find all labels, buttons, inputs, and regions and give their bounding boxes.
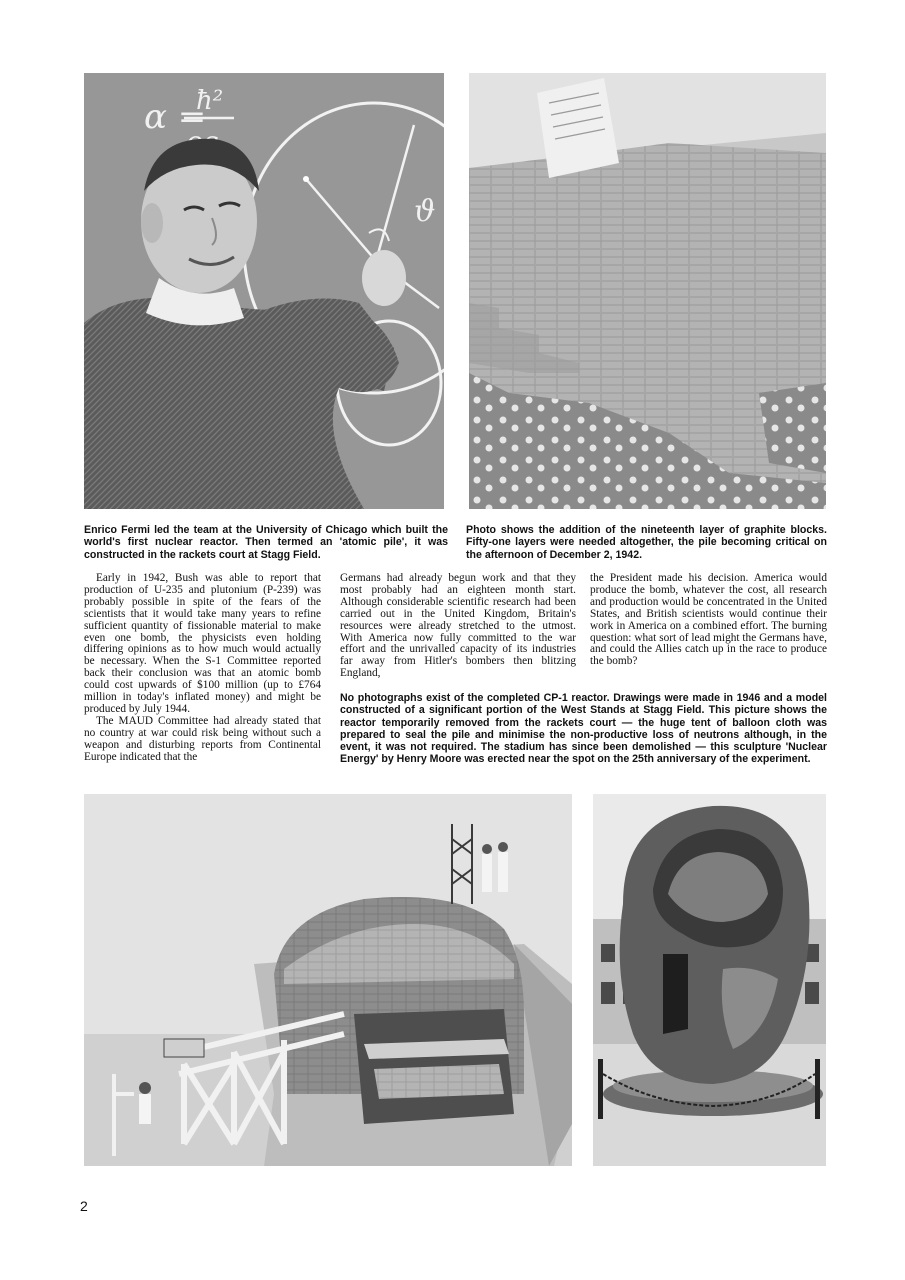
chalk-theta: ϑ <box>414 194 436 229</box>
formula-numerator: ħ² <box>196 86 224 116</box>
article-column-1 <box>84 573 321 764</box>
photo-graphite-pile <box>469 73 826 509</box>
article-column-3 <box>590 573 827 668</box>
article-paragraph: the President made his decision. America would produce the bomb, whatever the cost, all research and production would be concentrated in the United States, and British scientists would continue their work in America on a combined effort. The burning question: what sort of lead might the Germans have, and could the Allies catch up in the race to produce the bomb? <box>590 572 827 668</box>
photo-enrico-fermi <box>84 73 444 509</box>
caption-reactor-model: No photographs exist of the completed CP-1 reactor. Drawings were made in 1946 and a model constructed of a significant portion of the West Stands at Stagg Field. This picture shows the reactor temporarily removed from the rackets court — the huge tent of balloon cloth was prepared to seal the pile and minimise the non-productive loss of neutrons although, in the event, it was not required. The stadium has since been demolished — this sculpture 'Nuclear Energy' by Henry Moore was erected near the spot on the 25th anniversary of the experiment. <box>340 692 827 766</box>
photo-reactor-model <box>84 794 572 1166</box>
caption-graphite-pile: Photo shows the addition of the nineteenth layer of graphite blocks. Fifty-one layers were needed altogether, the pile becoming critical on the afternoon of December 2, 1942. <box>466 524 827 561</box>
article-paragraph: Early in 1942, Bush was able to report that production of U-235 and plutonium (P-239) was probably possible in spite of the fears of the scientists that it would take many years to refine sufficient quantity of fissionable material to make even one bomb, the physicists even holding differing opinions as to how much would actually be necessary. When the S-1 Committee reported back their conclusion was that an atomic bomb could cost upwards of $100 million (up to £764 million in today's inflated money) and might be produced by July 1944. <box>84 572 321 715</box>
article-column-2 <box>340 573 576 680</box>
article-paragraph: Germans had already begun work and that they most probably had an eighteen month start. Although considerable scientific research had been carried out in the United Kingdom, Britain's resources were already stretched to the utmost. With America now fully committed to the war effort and the unrivalled capacity of its industries far away from Hitler's bombers then blitzing England, <box>340 572 576 680</box>
caption-fermi: Enrico Fermi led the team at the University of Chicago which built the world's first nuclear reactor. Then termed an 'atomic pile', it was constructed in the rackets court at Stagg Field. <box>84 524 448 561</box>
article-paragraph: The MAUD Committee had already stated that no country at war could risk being without such a weapon and disturbing reports from Continental Europe indicated that the <box>84 714 321 763</box>
page-number: 2 <box>80 1198 88 1214</box>
photo-nuclear-energy-sculpture <box>593 794 826 1166</box>
formula-lhs: α = <box>144 97 207 137</box>
